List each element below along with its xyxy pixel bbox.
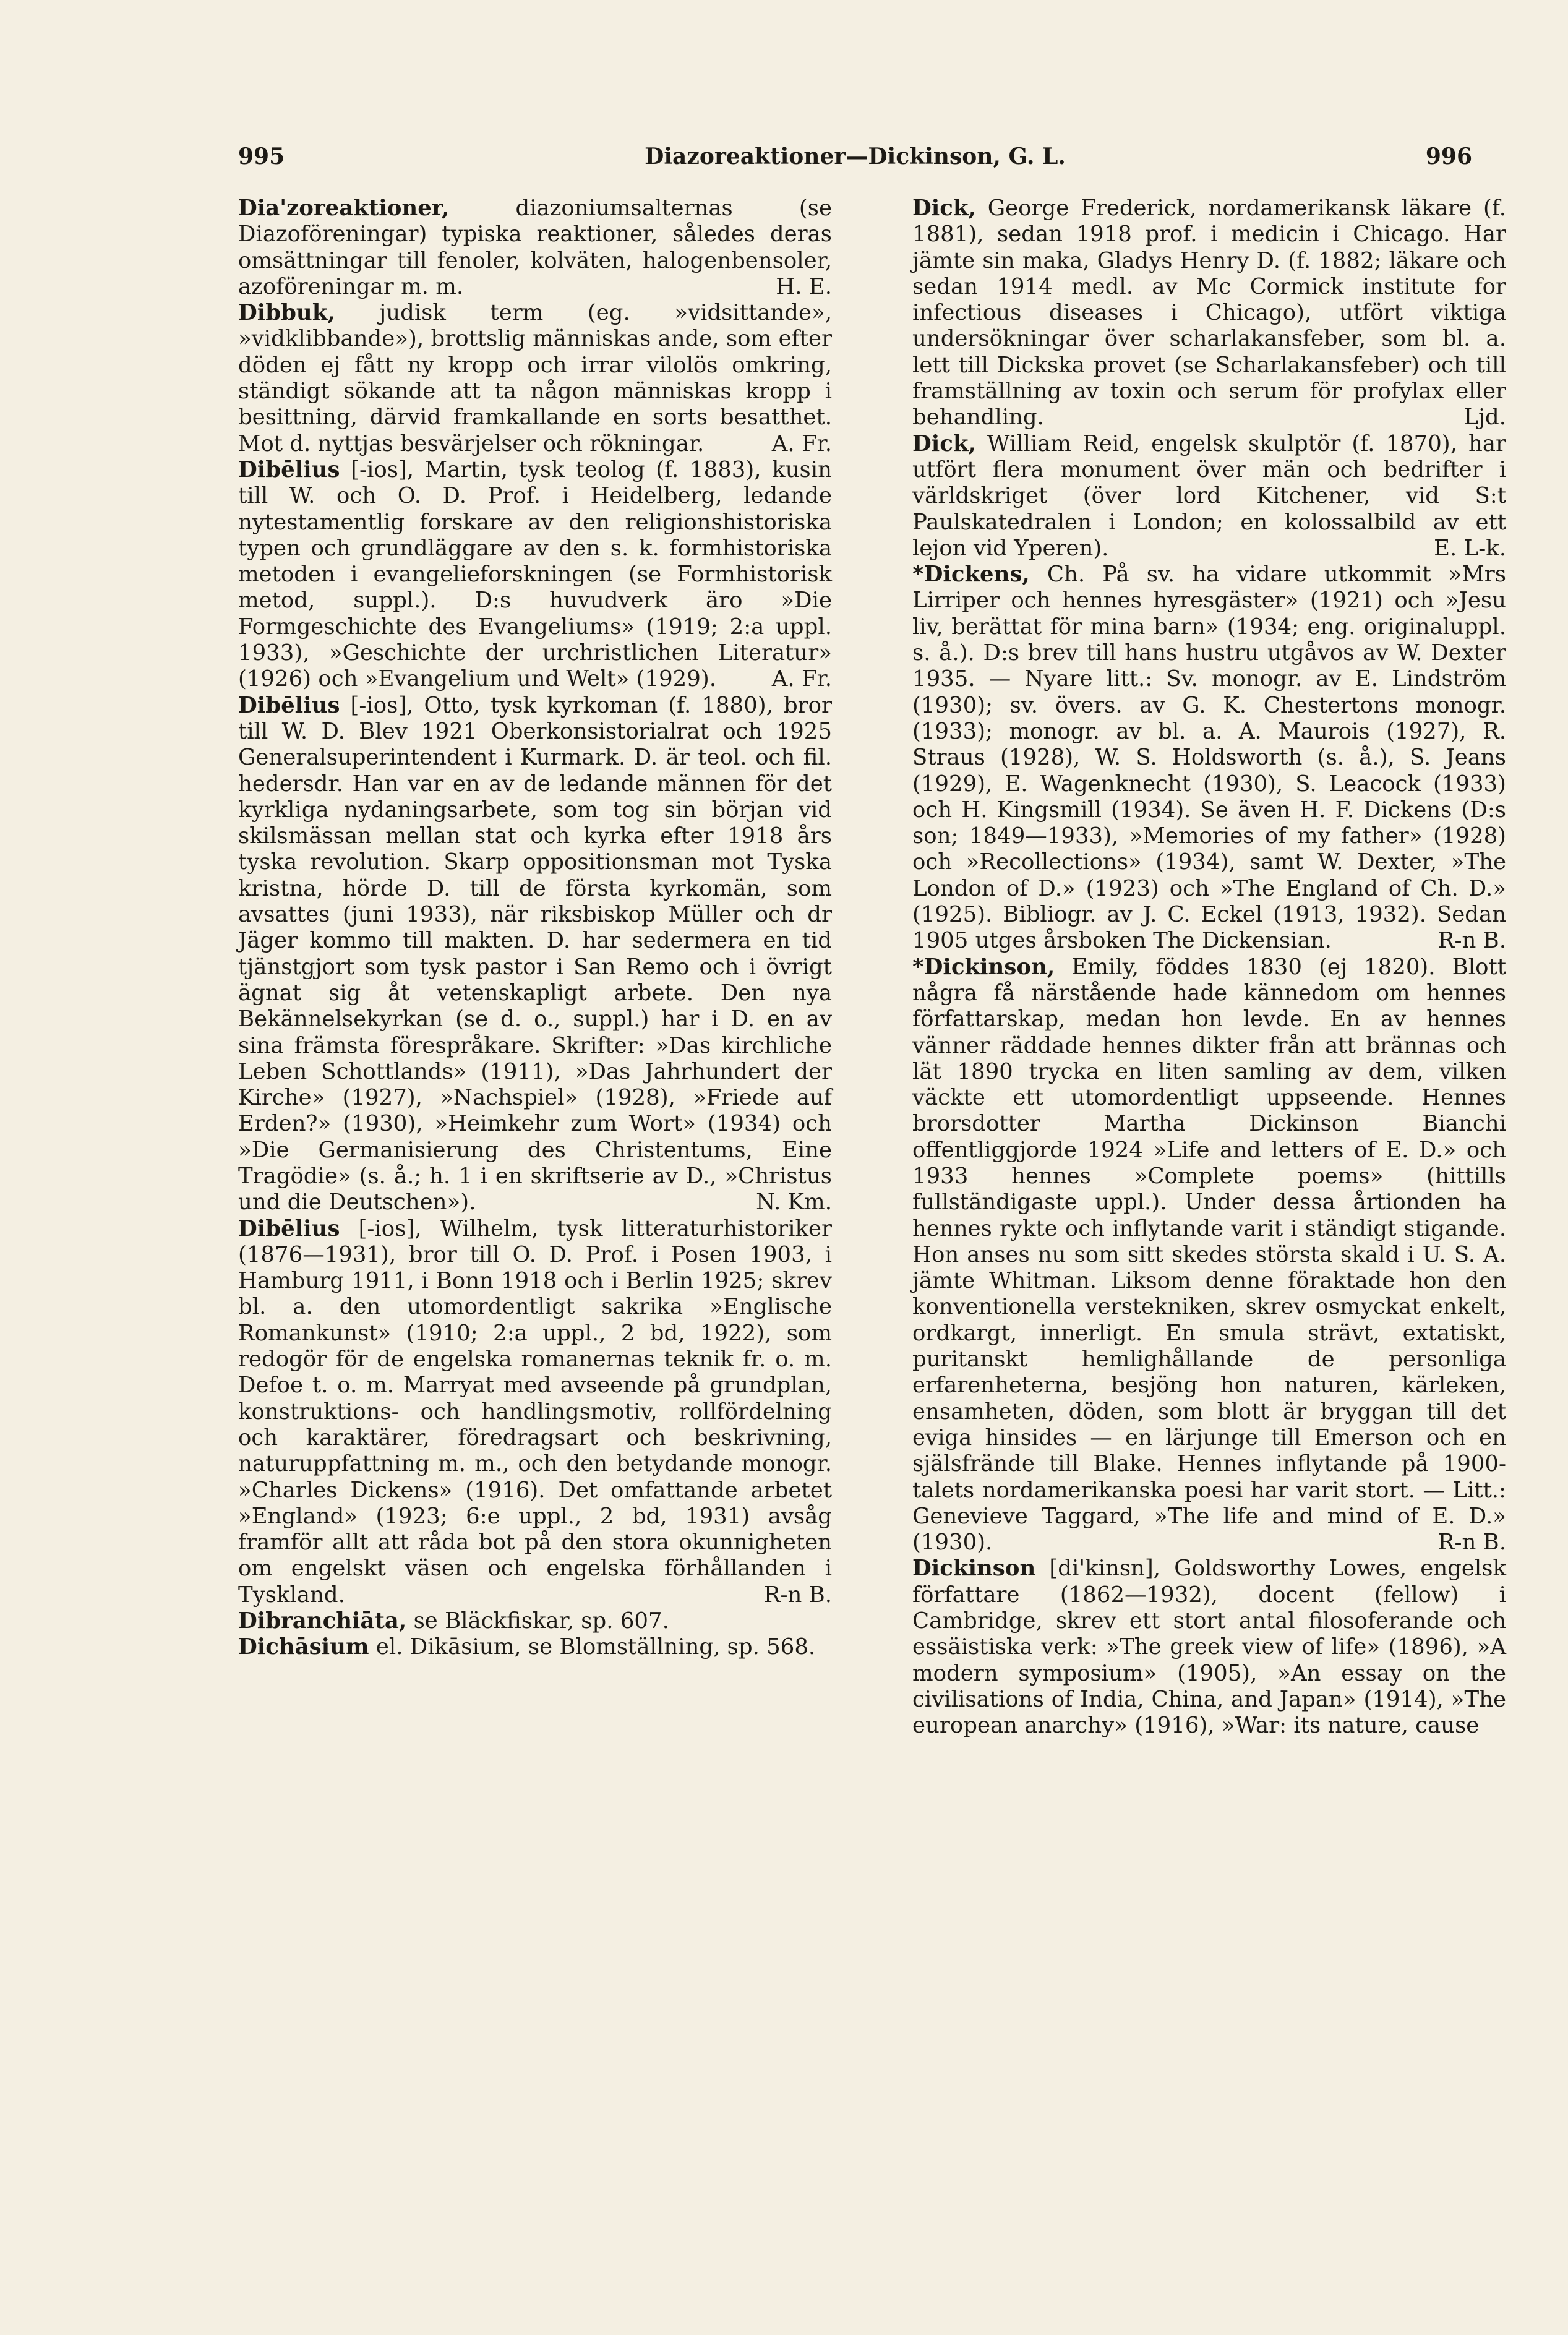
entry-text: [-ios], Otto, tysk kyrkoman (f. 1880), bror till W. D. Blev 1921 Oberkonsistorialrat och 1925 Generalsuperintendent i Kurmark. D. är teol. och fil. hedersdr. Han var en av de ledande männen för det kyrkliga nydaningsarbete, som tog sin början vid skilsmässan mellan stat och kyrka efter 1918 års tyska revolution. Skarp oppositionsman mot Tyska kristna, hörde D. till de första kyrkomän, som avsattes (juni 1933), när riksbiskop Müller och dr Jäger kommo till makten. D. har sedermera en tid tjänstgjort som tysk pastor i San Remo och i övrigt ägnat sig åt vetenskapligt arbete. Den nya Bekännelsekyrkan (se d. o., suppl.) har i D. en av sina främsta förespråkare. Skrifter: »Das kirchliche Leben Schottlands» (1911), »Das Jahrhundert der Kirche» (1927), »Nachspiel» (1928), »Friede auf Erden?» (1930), »Heimkehr zum Wort» (1934) och »Die Germanisierung des Christentums, Eine Tragödie» (s. å.; h. 1 i en skriftserie av D., »Christus und die Deutschen»). — [238, 692, 832, 1215]
running-title: Diazoreaktioner—Dickinson, G. L. — [645, 144, 1066, 169]
entry-text: judisk term (eg. »vidsittande», »vidklibbande»), brottslig människas ande, som efter döden ej fått ny kropp och irrar vilolös omkring, ständigt sökande att ta någon människas kropp i besittning, därvid framkallande en sorts besatthet. Mot d. nyttjas besvärjelser och rökningar. — [238, 300, 832, 456]
entry-text: [-ios], Wilhelm, tysk litteraturhistoriker (1876—1931), bror till O. D. Prof. i Posen 1903, i Hamburg 1911, i Bonn 1918 och i Berlin 1925; skrev bl. a. den utomordentligt sakrika »Englische Romankunst» (1910; 2:a uppl., 2 bd, 1922), som redogör för de engelska romanernas teknik fr. o. m. Defoe t. o. m. Marryat med avseende på grundplan, konstruktions- och handlingsmotiv, rollfördelning och karaktärer, föredragsart och beskrivning, naturuppfattning m. m., och den betydande monogr. »Charles Dickens» (1916). Det omfattande arbetet »England» (1923; 6:e uppl., 2 bd, 1931) avsåg framför allt att råda bot på den stora okunnigheten om engelskt väsen och engelska förhållanden i Tyskland. — [238, 1215, 832, 1608]
entry-dickinson-goldsworthy — [912, 1556, 1506, 1739]
entry-text: Emily, föddes 1830 (ej 1820). Blott några få närstående hade kännedom om hennes författarskap, medan hon levde. En av hennes vänner räddade hennes dikter från att brännas och lät 1890 trycka en liten samling av dem, vilken väckte ett utomordentligt uppseende. Hennes brorsdotter Martha Dickinson Bianchi offentliggjorde 1924 »Life and letters of E. D.» och 1933 hennes »Complete poems» (hittills fullständigaste uppl.). Under dessa årtionden ha hennes rykte och inflytande varit i ständigt stigande. Hon anses nu som sitt skedes största skald i U. S. A. jämte Whitman. Liksom denne föraktade hon den konventionella verstekniken, skrev osmyckat enkelt, ordkargt, innerligt. En smula strävt, extatiskt, puritanskt hemlighållande de personliga erfarenheterna, besjöng hon naturen, kärleken, ensamheten, döden, som blott är bryggan till det eviga hinsides — en lärjunge till Emerson och en själsfrände till Blake. Hennes inflytande på 1900-talets nordamerikanska poesi har varit stort. — Litt.: Genevieve Taggard, »The life and mind of E. D.» (1930). — [912, 954, 1506, 1556]
entry-dick-william — [912, 431, 1506, 562]
entry-dickens — [912, 562, 1506, 954]
signature: R-n B. — [763, 1582, 832, 1608]
entry-text: [di'kinsn], Goldsworthy Lowes, engelsk författare (1862—1932), docent (fellow) i Cambridge, skrev ett stort antal filosoferande och essäistiska verk: »The greek view of life» (1896), »A modern symposium» (1905), »An essay on the civilisations of India, China, and Japan» (1914), »The european anarchy» (1916), »War: its nature, cause — [912, 1556, 1506, 1739]
headword: Dick, — [912, 431, 976, 456]
headword: Dichāsium — [238, 1634, 369, 1660]
signature: R-n B. — [1437, 1530, 1506, 1556]
headword: Dibēlius — [238, 1215, 340, 1241]
headword: *Dickinson, — [912, 954, 1055, 980]
signature: A. Fr. — [771, 431, 832, 456]
page-number-left: 995 — [238, 144, 285, 169]
left-column — [238, 195, 832, 1661]
entry-dibranchiata — [238, 1608, 832, 1634]
page-number-right: 996 — [1425, 144, 1472, 169]
headword: Dibranchiāta, — [238, 1608, 407, 1634]
entry-text: diazoniumsalternas (se Diazoföreningar) typiska reaktioner, således deras omsättningar till fenoler, kolväten, halogenbensoler, azoföreningar m. m. — [238, 195, 832, 299]
entry-dickinson-emily — [912, 954, 1506, 1556]
entry-dibelius-martin — [238, 457, 832, 693]
headword: Dickinson — [912, 1556, 1036, 1582]
signature: N. Km. — [756, 1189, 832, 1215]
headword: Dick, — [912, 195, 976, 221]
entry-dibelius-otto — [238, 693, 832, 1216]
right-column — [912, 195, 1506, 1739]
entry-dibbuk — [238, 300, 832, 457]
entry-text: el. Dikāsium, se Blomställning, sp. 568. — [369, 1634, 816, 1660]
signature: H. E. — [776, 273, 832, 299]
entry-text: William Reid, engelsk skulptör (f. 1870), har utfört flera monument över män och bedrifter i världskriget (över lord Kitchener, vid S:t Paulskatedralen i London; en kolossalbild av ett lejon vid Yperen). — [912, 431, 1506, 561]
signature: A. Fr. — [771, 666, 832, 692]
entry-dibelius-wilhelm — [238, 1216, 832, 1608]
headword: Dibēlius — [238, 692, 340, 718]
signature: Ljd. — [1463, 405, 1506, 431]
entry-text: Ch. På sv. ha vidare utkommit »Mrs Lirriper och hennes hyresgäster» (1921) och »Jesu liv, berättat för mina barn» (1934; eng. originaluppl. s. å.). D:s brev till hans hustru utgåvos av W. Dexter 1935. — Nyare litt.: Sv. monogr. av E. Lindström (1930); sv. övers. av G. K. Chestertons monogr. (1933); monogr. av bl. a. A. Maurois (1927), R. Straus (1928), W. S. Holdsworth (s. å.), S. Jeans (1929), E. Wagenknecht (1930), S. Leacock (1933) och H. Kingsmill (1934). Se även H. F. Dickens (D:s son; 1849—1933), »Memories of my father» (1928) och »Recollections» (1934), samt W. Dexter, »The London of D.» (1923) och »The England of Ch. D.» (1925). Bibliogr. av J. C. Eckel (1913, 1932). Sedan 1905 utges årsboken The Dickensian. — [912, 562, 1506, 954]
entry-text: [-ios], Martin, tysk teolog (f. 1883), kusin till W. och O. D. Prof. i Heidelberg, ledande nytestamentlig forskare av den religionshistoriska typen och grundläggare av den s. k. formhistoriska metoden i evangelieforskningen (se Formhistorisk metod, suppl.). D:s huvudverk äro »Die Formgeschichte des Evangeliums» (1919; 2:a uppl. 1933), »Geschichte der urchristlichen Literatur» (1926) och »Evangelium und Welt» (1929). — [238, 456, 832, 692]
headword: Dibēlius — [238, 456, 340, 482]
entry-diazoreaktioner — [238, 195, 832, 300]
entry-text: George Frederick, nordamerikansk läkare (f. 1881), sedan 1918 prof. i medicin i Chicago. Har jämte sin maka, Gladys Henry D. (f. 1882; läkare och sedan 1914 medl. av Mc Cormick institute for infectious diseases i Chicago), utfört viktiga undersökningar över scharlakansfeber, som bl. a. lett till Dickska provet (se Scharlakansfeber) och till framställning av toxin och serum för profylax eller behandling. — [912, 195, 1506, 431]
entry-text: se Bläckfiskar, sp. 607. — [406, 1608, 669, 1634]
entry-dichasium — [238, 1634, 832, 1660]
page-header — [238, 144, 1472, 181]
signature: R-n B. — [1437, 928, 1506, 954]
entry-dick-george — [912, 195, 1506, 431]
headword: Dia'zoreaktioner, — [238, 195, 450, 221]
headword: Dibbuk, — [238, 300, 335, 326]
headword: *Dickens, — [912, 562, 1030, 588]
signature: E. L-k. — [1434, 535, 1506, 561]
